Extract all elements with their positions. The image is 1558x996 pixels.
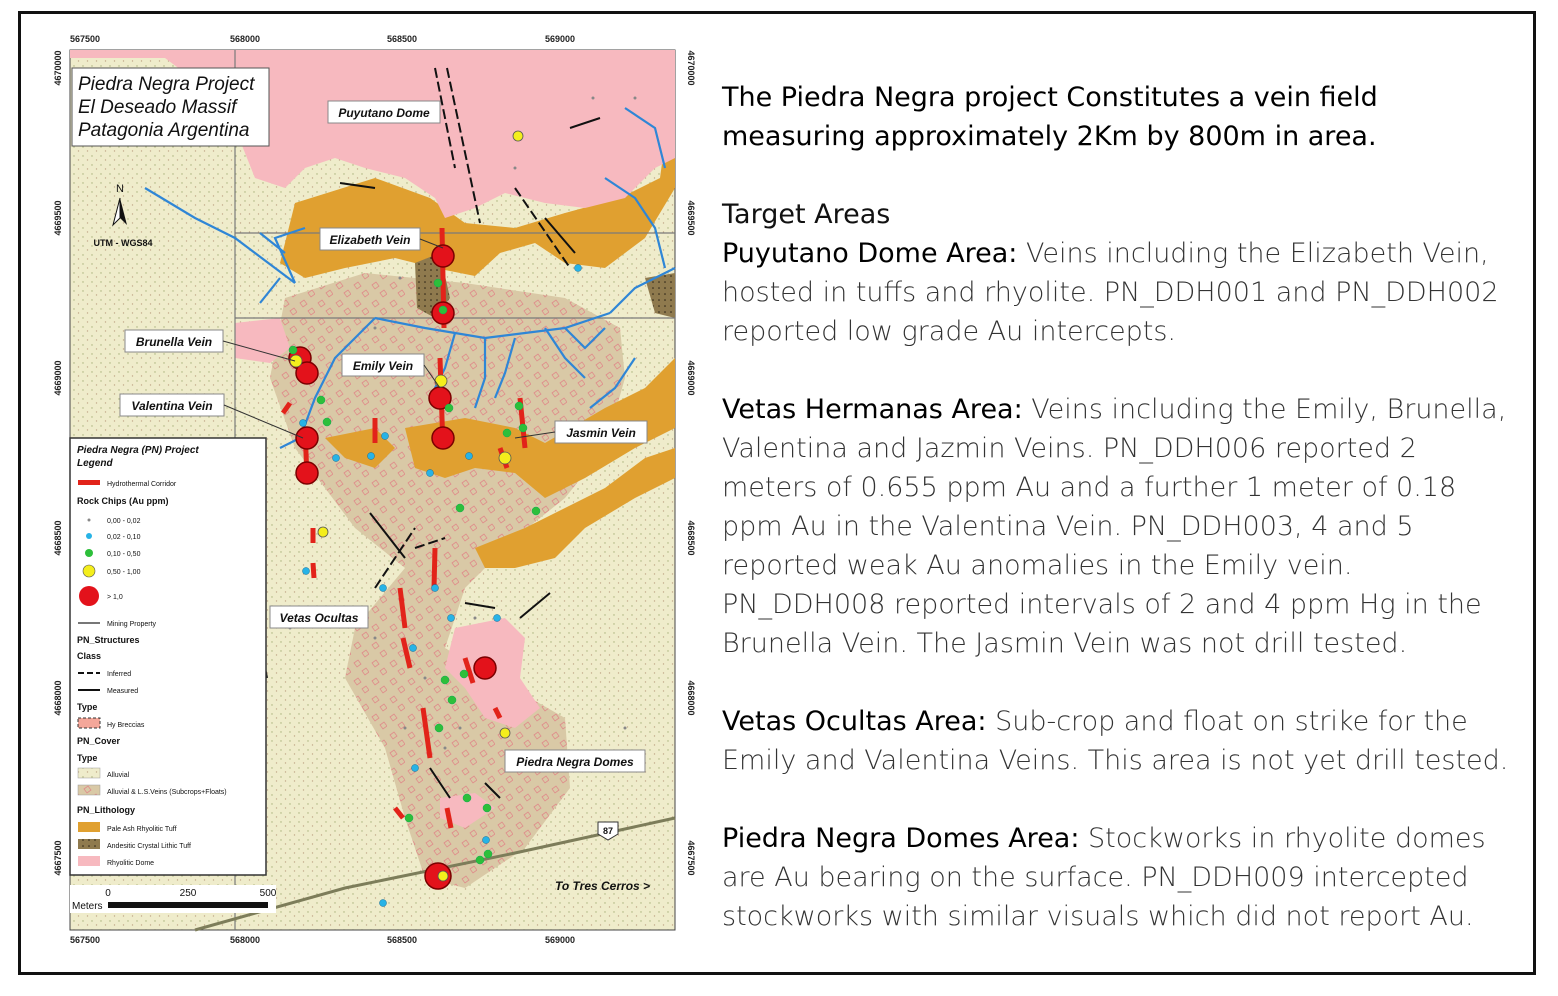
- area-vetas-hermanas: [722, 390, 1512, 663]
- legend-type-title: Type: [77, 702, 98, 712]
- legend-chip-2: 0,02 - 0,10: [107, 534, 141, 541]
- legend-rhyolitic-dome: Rhyolitic Dome: [107, 860, 155, 867]
- top-tick-2: 568000: [229, 34, 261, 44]
- scale-tick-500: 500: [259, 888, 277, 899]
- left-tick-2: 4669500: [53, 200, 63, 236]
- legend-alluvial: Alluvial: [107, 772, 130, 779]
- area-body-vetas-ocultas: Sub-crop and float on strike for the Emily and Valentina Veins. This area is not yet drill tested.: [722, 706, 1509, 776]
- area-title-vetas-ocultas: Vetas Ocultas Area:: [722, 706, 987, 737]
- legend-rock-chips-title: Rock Chips (Au ppm): [77, 496, 169, 506]
- area-body-vetas-hermanas: Veins including the Emily, Brunella, Valentina and Jazmin Veins. PN_DDH006 reported 2 meters of 0.655 ppm Au and a further 1 meter of 0.18 ppm Au in the Valentina Vein. PN_DDH003, 4 and 5 reported weak Au anomalies in the Emily vein. PN_DDH008 reported intervals of 2 and 4 ppm Hg in the Brunella Vein. The Jasmin Vein was not drill tested.: [722, 394, 1507, 659]
- area-body-puyutano: Veins including the Elizabeth Vein, hosted in tuffs and rhyolite. PN_DDH001 and PN_DDH002 reported low grade Au intercepts.: [722, 238, 1499, 347]
- area-title-puyutano: Puyutano Dome Area:: [722, 238, 1018, 269]
- legend-alluvial-veins: Alluvial & L.S.Veins (Subcrops+Floats): [107, 789, 227, 796]
- legend-pale-ash: Pale Ash Rhyolitic Tuff: [107, 826, 177, 833]
- bottom-tick-2: 568000: [229, 935, 261, 945]
- legend-hy-breccias: Hy Breccias: [107, 722, 145, 729]
- legend-measured: Measured: [107, 688, 139, 695]
- map-title-line-1: Piedra Negra Project: [78, 74, 255, 95]
- label-emily-vein: Emily Vein: [352, 359, 414, 373]
- legend-mining-property: Mining Property: [107, 621, 157, 628]
- area-piedra-negra-domes: [722, 819, 1512, 936]
- left-tick-1: 4670000: [53, 50, 63, 86]
- label-elizabeth-vein: Elizabeth Vein: [329, 233, 411, 247]
- projection-label: UTM - WGS84: [93, 238, 153, 248]
- legend-andesitic: Andesitic Crystal Lithic Tuff: [107, 843, 191, 850]
- right-tick-2: 4669500: [686, 200, 696, 236]
- map-title-line-3: Patagonia Argentina: [78, 120, 250, 141]
- map-title-line-2: El Deseado Massif: [78, 97, 237, 118]
- scale-unit: Meters: [72, 901, 103, 912]
- label-jasmin-vein: Jasmin Vein: [566, 426, 636, 440]
- legend-title-1: Piedra Negra (PN) Project: [77, 445, 199, 456]
- legend-cover-title: PN_Cover: [77, 736, 121, 746]
- scale-tick-250: 250: [179, 888, 197, 899]
- left-tick-4: 4668500: [53, 520, 63, 556]
- target-areas-heading: Target Areas: [722, 199, 891, 230]
- map-title-box: [72, 68, 269, 146]
- route-number: 87: [602, 826, 614, 836]
- label-vetas-ocultas: Vetas Ocultas: [279, 611, 359, 625]
- bottom-tick-1: 567500: [70, 935, 101, 945]
- top-tick-1: 567500: [70, 34, 101, 44]
- legend-inferred: Inferred: [107, 671, 132, 678]
- legend-structures-title: PN_Structures: [77, 635, 140, 645]
- area-title-vetas-hermanas: Vetas Hermanas Area:: [722, 394, 1023, 425]
- north-label: N: [116, 183, 124, 195]
- map-legend: [70, 438, 266, 875]
- right-tick-5: 4668000: [686, 680, 696, 716]
- scale-bar: [70, 885, 277, 913]
- top-tick-4: 569000: [544, 34, 576, 44]
- legend-title-2: Legend: [77, 458, 113, 469]
- top-tick-3: 568500: [386, 34, 418, 44]
- legend-lithology-title: PN_Lithology: [77, 805, 135, 815]
- bottom-tick-3: 568500: [386, 935, 418, 945]
- legend-chip-3: 0,10 - 0,50: [107, 551, 141, 558]
- legend-chip-1: 0,00 - 0,02: [107, 518, 141, 525]
- right-tick-4: 4668500: [686, 520, 696, 556]
- legend-chip-4: 0,50 - 1,00: [107, 569, 141, 576]
- area-title-piedra-negra-domes: Piedra Negra Domes Area:: [722, 823, 1080, 854]
- area-body-piedra-negra-domes: Stockworks in rhyolite domes are Au bearing on the surface. PN_DDH009 intercepted stockworks with similar visuals which did not report Au.: [722, 823, 1486, 932]
- description-panel: [722, 78, 1512, 975]
- left-tick-5: 4668000: [53, 680, 63, 716]
- label-puyutano-dome: Puyutano Dome: [338, 106, 430, 120]
- scale-tick-0: 0: [105, 888, 111, 899]
- target-areas-block: [722, 195, 1512, 351]
- right-tick-3: 4669000: [686, 360, 696, 396]
- label-to-tres-cerros: To Tres Cerros >: [555, 879, 651, 893]
- label-brunella-vein: Brunella Vein: [135, 335, 213, 349]
- label-valentina-vein: Valentina Vein: [131, 399, 213, 413]
- map-svg: [45, 28, 700, 948]
- legend-cover-type-title: Type: [77, 753, 98, 763]
- legend-class-title: Class: [77, 651, 102, 661]
- left-tick-6: 4667500: [53, 840, 63, 876]
- left-tick-3: 4669000: [53, 360, 63, 396]
- bottom-tick-4: 569000: [544, 935, 576, 945]
- area-vetas-ocultas: [722, 702, 1512, 780]
- legend-chip-5: > 1,0: [107, 594, 123, 601]
- intro-paragraph: The Piedra Negra project Constitutes a vein field measuring approximately 2Km by 800m in area.: [722, 82, 1378, 152]
- right-tick-6: 4667500: [686, 840, 696, 876]
- geology-map[interactable]: [45, 28, 700, 948]
- legend-hydro: Hydrothermal Corridor: [107, 481, 177, 488]
- right-tick-1: 4670000: [686, 50, 696, 86]
- label-piedra-negra-domes: Piedra Negra Domes: [516, 755, 634, 769]
